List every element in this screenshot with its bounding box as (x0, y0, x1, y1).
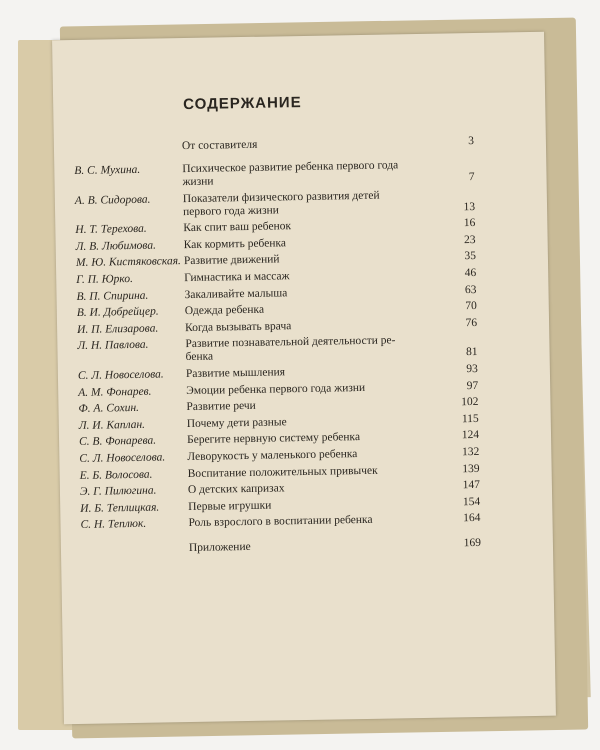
toc-title-line: Приложение (188, 541, 251, 555)
toc-title-line: Одежда ребенка (184, 303, 265, 318)
toc-page-number: 16 (463, 217, 476, 230)
toc-page-number: 81 (465, 346, 478, 359)
toc-page-number: 164 (463, 512, 481, 525)
toc-page-number: 115 (461, 412, 479, 425)
toc-page-number: 154 (462, 495, 481, 508)
toc-title (187, 430, 449, 448)
toc-title (186, 397, 448, 415)
toc-author (81, 542, 189, 544)
toc-author (74, 140, 182, 142)
toc-title-line: Развитие мышления (185, 366, 286, 380)
toc-author: Г. П. Юрко. (76, 272, 134, 286)
toc-title (188, 513, 450, 531)
toc-page-number: 124 (461, 429, 480, 442)
toc-title (184, 251, 446, 269)
toc-page-number: 76 (465, 316, 478, 329)
toc-page-number: 147 (462, 479, 480, 492)
toc-page-number: 13 (463, 200, 476, 213)
toc-title (187, 413, 449, 431)
toc-page-number: 46 (464, 266, 477, 280)
book-page (52, 32, 556, 724)
toc-title-line: Как спит ваш ребенок (183, 220, 292, 235)
toc-title (184, 284, 446, 302)
toc-page-number: 102 (461, 396, 479, 409)
toc-author: С. Н. Теплюк. (80, 518, 147, 532)
toc-title (185, 334, 447, 365)
toc-page-number: 3 (468, 134, 474, 148)
toc-title-line: Почему дети разные (186, 416, 287, 430)
toc-title (182, 159, 444, 190)
toc-page-number: 139 (462, 462, 480, 475)
toc-title-line: Первые игрушки (188, 499, 272, 513)
toc-title-line: Когда вызывать врача (185, 319, 292, 334)
toc-page-number: 70 (465, 300, 477, 313)
toc-author: В. И. Добрейцер. (76, 305, 159, 320)
toc-title (183, 188, 445, 219)
toc-title (188, 496, 450, 514)
toc-page-number: 35 (464, 250, 477, 263)
toc-page-number: 97 (466, 379, 479, 392)
toc-title-line: От составителя (181, 138, 258, 153)
toc-author: Е. Б. Волосова. (79, 468, 153, 482)
toc-author: И. Б. Теплицкая. (80, 501, 160, 515)
toc-entry (74, 135, 474, 155)
toc-author: В. П. Спирина. (76, 289, 149, 303)
toc-author: А. М. Фонарев. (78, 385, 152, 399)
toc-author: С. Л. Новоселова. (79, 451, 166, 465)
toc-page-number: 93 (466, 362, 478, 376)
toc-title (184, 234, 446, 252)
toc-title-line: Развитие речи (186, 399, 256, 414)
page-title: СОДЕРЖАНИЕ (183, 94, 302, 114)
toc-title-line: Эмоции ребенка первого года жизни (186, 381, 366, 397)
toc-author: Л. Н. Павлова. (77, 339, 149, 353)
toc-page-number: 132 (461, 445, 480, 459)
toc-author: С. Л. Новоселова. (77, 368, 164, 382)
toc-title-line: Как кормить ребенка (183, 237, 287, 251)
toc-page-number: 169 (463, 537, 482, 550)
toc-author: А. В. Сидорова. (74, 193, 151, 207)
toc-title (186, 363, 448, 381)
toc-title-line: Показатели физического развития детей (182, 189, 380, 205)
toc-author: В. С. Мухина. (74, 163, 141, 177)
toc-title-line: жизни (182, 175, 214, 189)
toc-author: С. В. Фонарева. (78, 434, 157, 449)
toc-title (185, 317, 447, 335)
toc-title-line: Гимнастика и массаж (184, 270, 290, 285)
toc-author: Л. В. Любимова. (75, 239, 157, 253)
toc-author: М. Ю. Кистяковская. (75, 255, 181, 270)
toc-author: Н. Т. Терехова. (75, 222, 147, 237)
toc-title (186, 380, 448, 398)
toc-title-line: Развитие познавательной деятельности ре- (185, 334, 396, 351)
table-of-contents (74, 135, 481, 561)
toc-title-line: бенка (185, 350, 214, 364)
toc-title (189, 538, 451, 556)
toc-page-number: 23 (464, 233, 476, 246)
toc-title (187, 446, 449, 464)
toc-title (182, 136, 444, 154)
toc-title (188, 463, 450, 481)
toc-title-line: Психическое развитие ребенка первого года (182, 159, 399, 176)
toc-entry (80, 512, 480, 532)
toc-title (183, 218, 445, 236)
toc-author: И. П. Елизарова. (77, 322, 159, 336)
toc-author: Э. Г. Пилюгина. (79, 484, 157, 499)
toc-title-line: Роль взрослого в воспитании ребенка (188, 514, 373, 530)
toc-title-line: Развитие движений (183, 253, 280, 268)
toc-title-line: Берегите нервную систему ребенка (186, 431, 361, 447)
toc-author: Л. И. Каплан. (78, 418, 146, 432)
toc-author: Ф. А. Сохин. (78, 402, 140, 416)
toc-title (185, 301, 447, 319)
toc-title-line: Закаливайте малыша (184, 286, 288, 301)
toc-title (184, 267, 446, 285)
toc-entry (81, 537, 481, 557)
toc-title-line: Воспитание положительных привычек (187, 464, 378, 480)
toc-entry (74, 158, 474, 191)
toc-entry (77, 333, 477, 366)
toc-title-line: Леворукость у маленького ребенка (187, 447, 358, 463)
toc-page-number: 7 (468, 170, 475, 184)
toc-title (188, 480, 450, 498)
toc-page-number: 63 (464, 283, 477, 296)
toc-title-line: первого года жизни (182, 204, 279, 218)
toc-entry (75, 188, 475, 221)
toc-title-line: О детских капризах (187, 482, 285, 497)
